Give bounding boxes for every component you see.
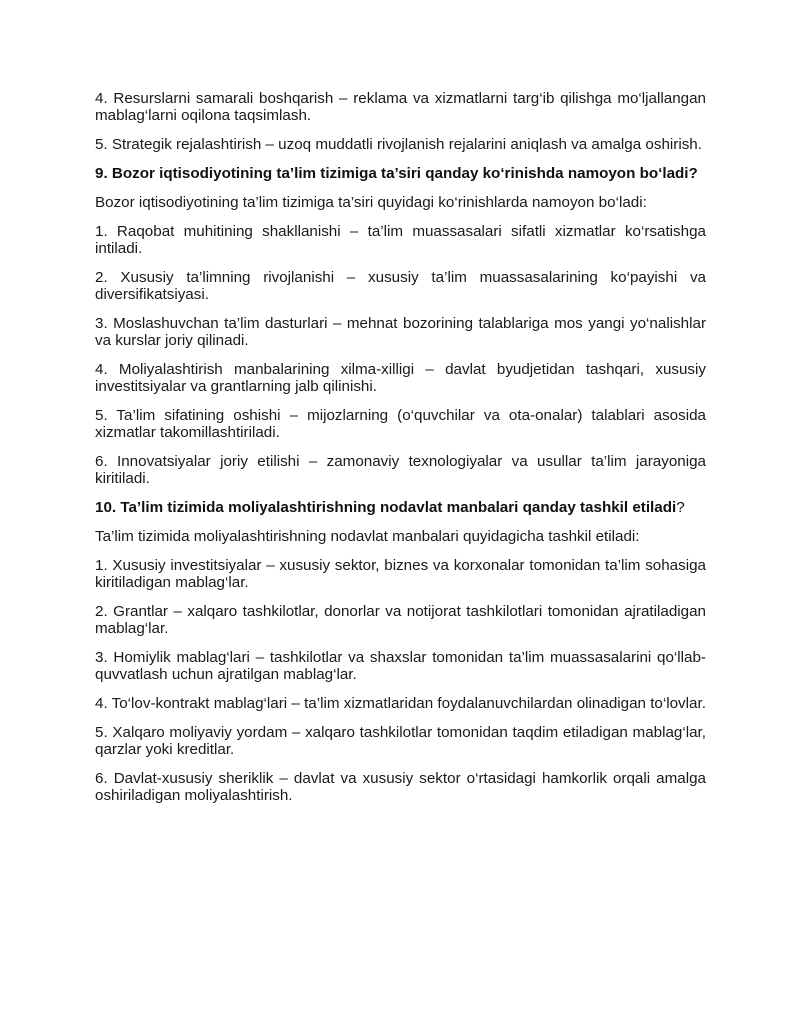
question-9-heading: 9. Bozor iqtisodiyotining ta’lim tizimiga ta’siri qanday ko‘rinishda namoyon bo‘ladi?: [95, 165, 698, 182]
answer-9-item: 3. Moslashuvchan ta’lim dasturlari – mehnat bozorining talablariga mos yangi yo‘nalishlar va kurslar joriy qilinadi.: [95, 315, 706, 349]
answer-9-item: 5. Ta’lim sifatining oshishi – mijozlarning (o‘quvchilar va ota-onalar) talablari asosida xizmatlar takomillashtiriladi.: [95, 407, 706, 441]
question-10-text: 10. Ta’lim tizimida moliyalashtirishning nodavlat manbalari qanday tashkil etiladi: [95, 499, 677, 516]
answer-9-item: 1. Raqobat muhitining shakllanishi – ta’lim muassasalari sifatli xizmatlar ko‘rsatishga intiladi.: [95, 223, 706, 257]
paragraph-resource-management: 4. Resurslarni samarali boshqarish – reklama va xizmatlarni targ‘ib qilishga mo‘ljallangan mablag‘larni oqilona taqsimlash.: [95, 90, 706, 124]
question-10-mark: ?: [676, 499, 685, 516]
answer-10-item: 6. Davlat-xususiy sheriklik – davlat va xususiy sektor o‘rtasidagi hamkorlik orqali amalga oshiriladigan moliyalashtirish.: [95, 770, 706, 804]
answer-10-item: 5. Xalqaro moliyaviy yordam – xalqaro tashkilotlar tomonidan taqdim etiladigan mablag‘lar, qarzlar yoki kreditlar.: [95, 724, 706, 758]
answer-10-item: 1. Xususiy investitsiyalar – xususiy sektor, biznes va korxonalar tomonidan ta’lim sohasiga kiritiladigan mablag‘lar.: [95, 557, 706, 591]
document-page: [95, 90, 706, 816]
answer-9-item: 6. Innovatsiyalar joriy etilishi – zamonaviy texnologiyalar va usullar ta’lim jarayoniga kiritiladi.: [95, 453, 706, 487]
answer-9-intro: Bozor iqtisodiyotining ta’lim tizimiga ta’siri quyidagi ko‘rinishlarda namoyon bo‘ladi:: [95, 194, 647, 211]
answer-10-intro: Ta’lim tizimida moliyalashtirishning nodavlat manbalari quyidagicha tashkil etiladi:: [95, 528, 640, 545]
answer-10-item: 3. Homiylik mablag‘lari – tashkilotlar va shaxslar tomonidan ta’lim muassasalarini qo‘llab-quvvatlash uchun ajratilgan mablag‘lar.: [95, 649, 706, 683]
paragraph-strategic-planning: 5. Strategik rejalashtirish – uzoq muddatli rivojlanish rejalarini aniqlash va amalga oshirish.: [95, 136, 702, 153]
answer-9-item: 2. Xususiy ta’limning rivojlanishi – xususiy ta’lim muassasalarining ko‘payishi va diversifikatsiyasi.: [95, 269, 706, 303]
answer-9-item: 4. Moliyalashtirish manbalarining xilma-xilligi – davlat byudjetidan tashqari, xususiy investitsiyalar va grantlarning jalb qilinishi.: [95, 361, 706, 395]
answer-10-item: 2. Grantlar – xalqaro tashkilotlar, donorlar va notijorat tashkilotlari tomonidan ajratiladigan mablag‘lar.: [95, 603, 706, 637]
question-10-heading: [95, 499, 706, 516]
answer-10-item: 4. To‘lov-kontrakt mablag‘lari – ta’lim xizmatlaridan foydalanuvchilardan olinadigan to‘lovlar.: [95, 695, 706, 712]
